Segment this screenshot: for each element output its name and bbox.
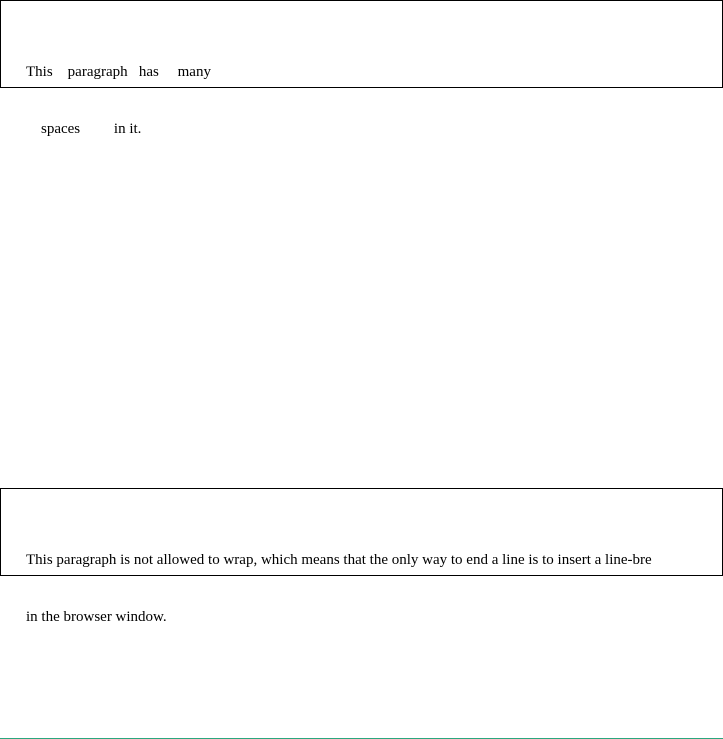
- paragraph-line: in the browser window.: [26, 609, 167, 625]
- preserve-spaces-paragraph: [26, 25, 211, 177]
- paragraph-line: This paragraph is not allowed to wrap, which means that the only way to end a line is to insert a line-bre: [26, 552, 652, 568]
- nowrap-paragraph: [26, 513, 666, 665]
- paragraph-line: This paragraph has many: [26, 64, 211, 80]
- preserve-spaces-container: [0, 0, 723, 137]
- paragraph-line: spaces in it.: [26, 121, 142, 137]
- nowrap-container: [0, 488, 723, 625]
